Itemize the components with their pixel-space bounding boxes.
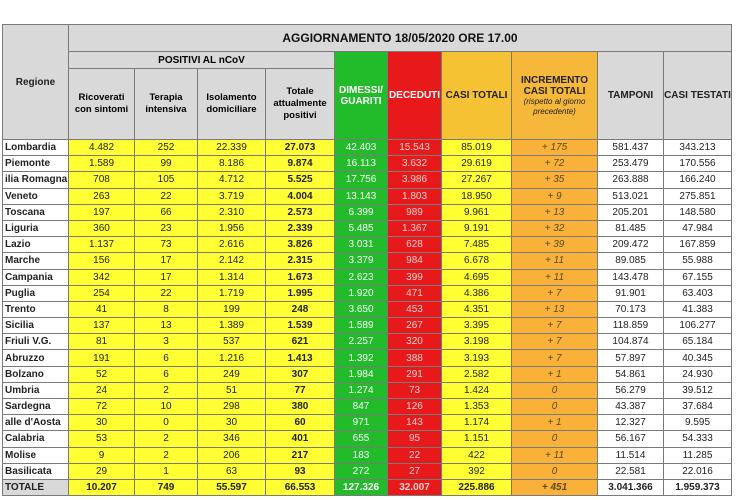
table-row bbox=[3, 188, 732, 204]
cell-incremento: + 7 bbox=[512, 334, 598, 350]
cell-ricoverati: 81 bbox=[69, 334, 135, 350]
table-row bbox=[3, 415, 732, 431]
cell-casi-testati: 11.285 bbox=[664, 447, 732, 463]
cell-dimessi: 5.485 bbox=[335, 220, 388, 236]
cell-totale-positivi: 93 bbox=[266, 463, 335, 479]
covid-data-table bbox=[2, 24, 732, 496]
cell-tamponi: 56.167 bbox=[598, 431, 664, 447]
cell-totale-positivi: 217 bbox=[266, 447, 335, 463]
table-body bbox=[3, 140, 732, 496]
cell-isolamento: 4.712 bbox=[198, 172, 266, 188]
cell-regione: Bolzano bbox=[3, 366, 69, 382]
cell-terapia: 13 bbox=[135, 318, 198, 334]
incremento-note: (rispetto al giorno precedente) bbox=[523, 96, 586, 116]
cell-casi-testati: 166.240 bbox=[664, 172, 732, 188]
update-title: AGGIORNAMENTO 18/05/2020 ORE 17.00 bbox=[69, 25, 732, 52]
cell-totale-positivi: 1.673 bbox=[266, 269, 335, 285]
cell-incremento: + 13 bbox=[512, 204, 598, 220]
cell-deceduti: 1.803 bbox=[388, 188, 442, 204]
cell-tamponi: 513.021 bbox=[598, 188, 664, 204]
cell-terapia: 0 bbox=[135, 415, 198, 431]
cell-isolamento: 51 bbox=[198, 382, 266, 398]
cell-deceduti: 32.007 bbox=[388, 479, 442, 495]
cell-casi-totali: 6.678 bbox=[442, 253, 512, 269]
cell-isolamento: 1.389 bbox=[198, 318, 266, 334]
cell-isolamento: 537 bbox=[198, 334, 266, 350]
cell-incremento: + 7 bbox=[512, 285, 598, 301]
cell-regione: Lazio bbox=[3, 237, 69, 253]
table-row bbox=[3, 204, 732, 220]
cell-deceduti: 126 bbox=[388, 399, 442, 415]
cell-tamponi: 118.859 bbox=[598, 318, 664, 334]
cell-deceduti: 3.632 bbox=[388, 156, 442, 172]
cell-dimessi: 971 bbox=[335, 415, 388, 431]
cell-tamponi: 205.201 bbox=[598, 204, 664, 220]
cell-totale-positivi: 77 bbox=[266, 382, 335, 398]
cell-isolamento: 1.956 bbox=[198, 220, 266, 236]
cell-isolamento: 55.597 bbox=[198, 479, 266, 495]
cell-dimessi: 2.257 bbox=[335, 334, 388, 350]
cell-tamponi: 57.897 bbox=[598, 350, 664, 366]
cell-tamponi: 104.874 bbox=[598, 334, 664, 350]
cell-totale-positivi: 2.315 bbox=[266, 253, 335, 269]
deceduti-header: DECEDUTI bbox=[388, 52, 442, 140]
cell-ricoverati: 197 bbox=[69, 204, 135, 220]
cell-ricoverati: 191 bbox=[69, 350, 135, 366]
table-row bbox=[3, 220, 732, 236]
cell-regione: Trento bbox=[3, 301, 69, 317]
cell-isolamento: 199 bbox=[198, 301, 266, 317]
cell-casi-testati: 167.859 bbox=[664, 237, 732, 253]
cell-casi-totali: 29.619 bbox=[442, 156, 512, 172]
cell-ricoverati: 254 bbox=[69, 285, 135, 301]
cell-dimessi: 6.399 bbox=[335, 204, 388, 220]
cell-totale-positivi: 2.339 bbox=[266, 220, 335, 236]
cell-ricoverati: 708 bbox=[69, 172, 135, 188]
cell-ricoverati: 137 bbox=[69, 318, 135, 334]
cell-totale-positivi: 66.553 bbox=[266, 479, 335, 495]
cell-regione: Basilicata bbox=[3, 463, 69, 479]
cell-deceduti: 320 bbox=[388, 334, 442, 350]
table-row bbox=[3, 318, 732, 334]
cell-isolamento: 3.719 bbox=[198, 188, 266, 204]
cell-tamponi: 81.485 bbox=[598, 220, 664, 236]
cell-incremento: + 1 bbox=[512, 415, 598, 431]
cell-casi-testati: 24.930 bbox=[664, 366, 732, 382]
cell-isolamento: 2.616 bbox=[198, 237, 266, 253]
table-row bbox=[3, 172, 732, 188]
table-row bbox=[3, 140, 732, 156]
cell-casi-testati: 148.580 bbox=[664, 204, 732, 220]
cell-ricoverati: 156 bbox=[69, 253, 135, 269]
cell-deceduti: 95 bbox=[388, 431, 442, 447]
cell-regione: Sicilia bbox=[3, 318, 69, 334]
cell-casi-totali: 18.950 bbox=[442, 188, 512, 204]
cell-isolamento: 346 bbox=[198, 431, 266, 447]
cell-regione: Liguria bbox=[3, 220, 69, 236]
totale-positivi-header: Totale attualmente positivi bbox=[266, 69, 335, 140]
cell-casi-totali: 1.424 bbox=[442, 382, 512, 398]
cell-ricoverati: 10.207 bbox=[69, 479, 135, 495]
cell-totale-positivi: 621 bbox=[266, 334, 335, 350]
cell-incremento: + 35 bbox=[512, 172, 598, 188]
cell-tamponi: 22.581 bbox=[598, 463, 664, 479]
cell-tamponi: 253.479 bbox=[598, 156, 664, 172]
cell-ricoverati: 4.482 bbox=[69, 140, 135, 156]
table-row bbox=[3, 237, 732, 253]
cell-tamponi: 143.478 bbox=[598, 269, 664, 285]
cell-totale-positivi: 60 bbox=[266, 415, 335, 431]
cell-dimessi: 16.113 bbox=[335, 156, 388, 172]
cell-casi-testati: 37.684 bbox=[664, 399, 732, 415]
cell-tamponi: 12.327 bbox=[598, 415, 664, 431]
cell-casi-totali: 4.386 bbox=[442, 285, 512, 301]
cell-casi-testati: 106.277 bbox=[664, 318, 732, 334]
cell-terapia: 73 bbox=[135, 237, 198, 253]
cell-incremento: 0 bbox=[512, 463, 598, 479]
cell-isolamento: 30 bbox=[198, 415, 266, 431]
incremento-label: INCREMENTO CASI TOTALI bbox=[520, 74, 589, 97]
table-row bbox=[3, 431, 732, 447]
cell-ricoverati: 342 bbox=[69, 269, 135, 285]
cell-terapia: 6 bbox=[135, 350, 198, 366]
table-row bbox=[3, 399, 732, 415]
cell-casi-testati: 67.155 bbox=[664, 269, 732, 285]
terapia-header: Terapia intensiva bbox=[135, 69, 198, 140]
cell-casi-testati: 63.403 bbox=[664, 285, 732, 301]
cell-ricoverati: 53 bbox=[69, 431, 135, 447]
cell-deceduti: 143 bbox=[388, 415, 442, 431]
dimessi-header: DIMESSI/ GUARITI bbox=[335, 52, 388, 140]
cell-ricoverati: 52 bbox=[69, 366, 135, 382]
cell-deceduti: 1.367 bbox=[388, 220, 442, 236]
cell-isolamento: 1.719 bbox=[198, 285, 266, 301]
cell-isolamento: 298 bbox=[198, 399, 266, 415]
cell-terapia: 2 bbox=[135, 382, 198, 398]
cell-casi-totali: 4.351 bbox=[442, 301, 512, 317]
cell-regione: Abruzzo bbox=[3, 350, 69, 366]
cell-dimessi: 2.623 bbox=[335, 269, 388, 285]
cell-isolamento: 8.186 bbox=[198, 156, 266, 172]
cell-totale-positivi: 27.073 bbox=[266, 140, 335, 156]
cell-dimessi: 272 bbox=[335, 463, 388, 479]
cell-dimessi: 42.403 bbox=[335, 140, 388, 156]
cell-terapia: 252 bbox=[135, 140, 198, 156]
cell-casi-testati: 343.213 bbox=[664, 140, 732, 156]
cell-terapia: 99 bbox=[135, 156, 198, 172]
cell-regione: Calabria bbox=[3, 431, 69, 447]
cell-deceduti: 15.543 bbox=[388, 140, 442, 156]
cell-casi-totali: 1.151 bbox=[442, 431, 512, 447]
table-row bbox=[3, 447, 732, 463]
cell-ricoverati: 72 bbox=[69, 399, 135, 415]
cell-totale-positivi: 307 bbox=[266, 366, 335, 382]
cell-totale-positivi: 3.826 bbox=[266, 237, 335, 253]
cell-isolamento: 206 bbox=[198, 447, 266, 463]
cell-dimessi: 3.031 bbox=[335, 237, 388, 253]
cell-regione: Puglia bbox=[3, 285, 69, 301]
cell-tamponi: 91.901 bbox=[598, 285, 664, 301]
cell-deceduti: 628 bbox=[388, 237, 442, 253]
table-row bbox=[3, 382, 732, 398]
cell-incremento: + 39 bbox=[512, 237, 598, 253]
cell-regione: Friuli V.G. bbox=[3, 334, 69, 350]
cell-terapia: 749 bbox=[135, 479, 198, 495]
casi-totali-header: CASI TOTALI bbox=[442, 52, 512, 140]
cell-casi-totali: 3.193 bbox=[442, 350, 512, 366]
cell-casi-testati: 9.595 bbox=[664, 415, 732, 431]
cell-regione: Marche bbox=[3, 253, 69, 269]
cell-tamponi: 70.173 bbox=[598, 301, 664, 317]
cell-casi-testati: 40.345 bbox=[664, 350, 732, 366]
cell-deceduti: 471 bbox=[388, 285, 442, 301]
cell-incremento: + 11 bbox=[512, 269, 598, 285]
region-header: Regione bbox=[3, 25, 69, 140]
cell-dimessi: 183 bbox=[335, 447, 388, 463]
cell-dimessi: 13.143 bbox=[335, 188, 388, 204]
cell-terapia: 1 bbox=[135, 463, 198, 479]
cell-tamponi: 263.888 bbox=[598, 172, 664, 188]
cell-incremento: + 175 bbox=[512, 140, 598, 156]
cell-terapia: 105 bbox=[135, 172, 198, 188]
cell-casi-testati: 41.383 bbox=[664, 301, 732, 317]
cell-totale-positivi: 1.995 bbox=[266, 285, 335, 301]
cell-incremento: + 32 bbox=[512, 220, 598, 236]
cell-deceduti: 989 bbox=[388, 204, 442, 220]
cell-regione: Piemonte bbox=[3, 156, 69, 172]
cell-casi-totali: 392 bbox=[442, 463, 512, 479]
cell-incremento: + 11 bbox=[512, 253, 598, 269]
cell-dimessi: 1.274 bbox=[335, 382, 388, 398]
cell-dimessi: 847 bbox=[335, 399, 388, 415]
cell-terapia: 22 bbox=[135, 188, 198, 204]
cell-deceduti: 267 bbox=[388, 318, 442, 334]
cell-terapia: 2 bbox=[135, 447, 198, 463]
cell-totale-positivi: 248 bbox=[266, 301, 335, 317]
cell-terapia: 17 bbox=[135, 253, 198, 269]
cell-dimessi: 1.984 bbox=[335, 366, 388, 382]
cell-ricoverati: 1.137 bbox=[69, 237, 135, 253]
cell-casi-totali: 4.695 bbox=[442, 269, 512, 285]
cell-deceduti: 3.986 bbox=[388, 172, 442, 188]
cell-totale-positivi: 1.539 bbox=[266, 318, 335, 334]
cell-isolamento: 22.339 bbox=[198, 140, 266, 156]
cell-incremento: + 451 bbox=[512, 479, 598, 495]
cell-casi-testati: 55.988 bbox=[664, 253, 732, 269]
casi-testati-header: CASI TESTATI bbox=[664, 52, 732, 140]
cell-deceduti: 984 bbox=[388, 253, 442, 269]
cell-ricoverati: 24 bbox=[69, 382, 135, 398]
cell-deceduti: 27 bbox=[388, 463, 442, 479]
cell-dimessi: 127.326 bbox=[335, 479, 388, 495]
cell-regione: Campania bbox=[3, 269, 69, 285]
cell-incremento: + 7 bbox=[512, 318, 598, 334]
cell-ricoverati: 29 bbox=[69, 463, 135, 479]
tamponi-header: TAMPONI bbox=[598, 52, 664, 140]
cell-casi-testati: 47.984 bbox=[664, 220, 732, 236]
cell-terapia: 2 bbox=[135, 431, 198, 447]
cell-incremento: 0 bbox=[512, 431, 598, 447]
table-row bbox=[3, 285, 732, 301]
cell-casi-totali: 422 bbox=[442, 447, 512, 463]
cell-tamponi: 43.387 bbox=[598, 399, 664, 415]
table-row bbox=[3, 301, 732, 317]
cell-totale-positivi: 9.874 bbox=[266, 156, 335, 172]
cell-incremento: + 11 bbox=[512, 447, 598, 463]
cell-tamponi: 209.472 bbox=[598, 237, 664, 253]
cell-terapia: 6 bbox=[135, 366, 198, 382]
cell-isolamento: 2.310 bbox=[198, 204, 266, 220]
cell-regione: Toscana bbox=[3, 204, 69, 220]
cell-incremento: + 9 bbox=[512, 188, 598, 204]
cell-casi-totali: 9.961 bbox=[442, 204, 512, 220]
cell-tamponi: 54.861 bbox=[598, 366, 664, 382]
cell-casi-totali: 27.267 bbox=[442, 172, 512, 188]
covid-table-container bbox=[2, 24, 732, 496]
cell-incremento: + 7 bbox=[512, 350, 598, 366]
cell-isolamento: 249 bbox=[198, 366, 266, 382]
cell-terapia: 17 bbox=[135, 269, 198, 285]
cell-casi-testati: 1.959.373 bbox=[664, 479, 732, 495]
table-row bbox=[3, 350, 732, 366]
cell-ricoverati: 30 bbox=[69, 415, 135, 431]
cell-dimessi: 3.650 bbox=[335, 301, 388, 317]
cell-casi-totali: 7.485 bbox=[442, 237, 512, 253]
cell-deceduti: 453 bbox=[388, 301, 442, 317]
cell-ricoverati: 1.589 bbox=[69, 156, 135, 172]
table-row bbox=[3, 366, 732, 382]
cell-isolamento: 1.216 bbox=[198, 350, 266, 366]
cell-casi-testati: 65.184 bbox=[664, 334, 732, 350]
cell-ricoverati: 360 bbox=[69, 220, 135, 236]
cell-casi-testati: 275.851 bbox=[664, 188, 732, 204]
cell-casi-totali: 85.019 bbox=[442, 140, 512, 156]
cell-isolamento: 1.314 bbox=[198, 269, 266, 285]
cell-ricoverati: 263 bbox=[69, 188, 135, 204]
cell-totale-positivi: 401 bbox=[266, 431, 335, 447]
cell-incremento: + 1 bbox=[512, 366, 598, 382]
cell-casi-totali: 1.174 bbox=[442, 415, 512, 431]
cell-casi-totali: 1.353 bbox=[442, 399, 512, 415]
cell-deceduti: 291 bbox=[388, 366, 442, 382]
cell-tamponi: 11.514 bbox=[598, 447, 664, 463]
cell-regione: Veneto bbox=[3, 188, 69, 204]
cell-terapia: 3 bbox=[135, 334, 198, 350]
cell-casi-totali: 2.582 bbox=[442, 366, 512, 382]
cell-tamponi: 581.437 bbox=[598, 140, 664, 156]
cell-casi-totali: 225.886 bbox=[442, 479, 512, 495]
cell-terapia: 22 bbox=[135, 285, 198, 301]
cell-totale-positivi: 380 bbox=[266, 399, 335, 415]
cell-dimessi: 1.920 bbox=[335, 285, 388, 301]
positivi-header: POSITIVI AL nCoV bbox=[69, 52, 335, 69]
cell-casi-totali: 3.198 bbox=[442, 334, 512, 350]
cell-regione: Lombardia bbox=[3, 140, 69, 156]
cell-tamponi: 56.279 bbox=[598, 382, 664, 398]
cell-incremento: + 13 bbox=[512, 301, 598, 317]
isolamento-header: Isolamento domiciliare bbox=[198, 69, 266, 140]
cell-deceduti: 399 bbox=[388, 269, 442, 285]
cell-deceduti: 22 bbox=[388, 447, 442, 463]
cell-tamponi: 3.041.366 bbox=[598, 479, 664, 495]
cell-casi-totali: 9.191 bbox=[442, 220, 512, 236]
cell-tamponi: 89.085 bbox=[598, 253, 664, 269]
cell-dimessi: 1.589 bbox=[335, 318, 388, 334]
cell-terapia: 8 bbox=[135, 301, 198, 317]
cell-isolamento: 63 bbox=[198, 463, 266, 479]
cell-casi-testati: 54.333 bbox=[664, 431, 732, 447]
cell-deceduti: 388 bbox=[388, 350, 442, 366]
cell-isolamento: 2.142 bbox=[198, 253, 266, 269]
incremento-header bbox=[512, 52, 598, 140]
cell-dimessi: 17.756 bbox=[335, 172, 388, 188]
cell-regione: TOTALE bbox=[3, 479, 69, 495]
cell-regione: ilia Romagna bbox=[3, 172, 69, 188]
table-row bbox=[3, 156, 732, 172]
cell-totale-positivi: 4.004 bbox=[266, 188, 335, 204]
cell-deceduti: 73 bbox=[388, 382, 442, 398]
cell-casi-testati: 22.016 bbox=[664, 463, 732, 479]
cell-totale-positivi: 1.413 bbox=[266, 350, 335, 366]
cell-terapia: 10 bbox=[135, 399, 198, 415]
ricoverati-header: Ricoverati con sintomi bbox=[69, 69, 135, 140]
cell-terapia: 23 bbox=[135, 220, 198, 236]
table-row bbox=[3, 463, 732, 479]
cell-incremento: + 72 bbox=[512, 156, 598, 172]
table-row bbox=[3, 269, 732, 285]
cell-incremento: 0 bbox=[512, 382, 598, 398]
cell-regione: Sardegna bbox=[3, 399, 69, 415]
table-row bbox=[3, 253, 732, 269]
cell-ricoverati: 9 bbox=[69, 447, 135, 463]
cell-casi-totali: 3.395 bbox=[442, 318, 512, 334]
cell-totale-positivi: 5.525 bbox=[266, 172, 335, 188]
cell-ricoverati: 41 bbox=[69, 301, 135, 317]
cell-terapia: 66 bbox=[135, 204, 198, 220]
cell-regione: Molise bbox=[3, 447, 69, 463]
totals-row bbox=[3, 479, 732, 495]
table-row bbox=[3, 334, 732, 350]
cell-regione: Umbria bbox=[3, 382, 69, 398]
cell-casi-testati: 39.512 bbox=[664, 382, 732, 398]
cell-dimessi: 3.379 bbox=[335, 253, 388, 269]
cell-incremento: 0 bbox=[512, 399, 598, 415]
cell-regione: alle d'Aosta bbox=[3, 415, 69, 431]
cell-dimessi: 1.392 bbox=[335, 350, 388, 366]
cell-dimessi: 655 bbox=[335, 431, 388, 447]
cell-casi-testati: 170.556 bbox=[664, 156, 732, 172]
cell-totale-positivi: 2.573 bbox=[266, 204, 335, 220]
